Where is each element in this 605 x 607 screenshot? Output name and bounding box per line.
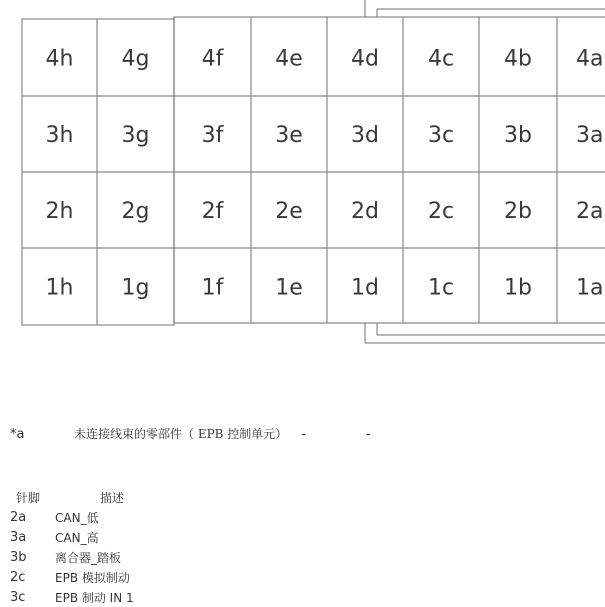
description-cell: EPB 模拟制动 bbox=[55, 570, 130, 585]
table-row bbox=[10, 547, 134, 567]
pin-label-1h: 1h bbox=[45, 275, 74, 301]
description-cell: EPB 制动 IN 1 bbox=[55, 590, 134, 605]
pin-label-2f: 2f bbox=[201, 199, 224, 224]
legend-description: 未连接线束的零部件（ EPB 控制单元） bbox=[74, 427, 288, 441]
table-row bbox=[10, 507, 134, 527]
pin-label-3e: 3e bbox=[275, 123, 303, 148]
pin-label-4c: 4c bbox=[427, 46, 455, 72]
pin-label-2a: 2a bbox=[576, 199, 604, 224]
pin-label-4e: 4e bbox=[275, 46, 303, 72]
pin-label-3b: 3b bbox=[504, 123, 532, 148]
pin-label-3f: 3f bbox=[201, 123, 224, 148]
pin-label-2b: 2b bbox=[504, 199, 532, 224]
pin-cell: 2c bbox=[10, 569, 26, 585]
pin-label-2c: 2c bbox=[427, 199, 455, 224]
legend-key: *a bbox=[10, 427, 25, 442]
pin-label-3a: 3a bbox=[576, 123, 604, 148]
pin-label-3g: 3g bbox=[121, 123, 150, 148]
table-row bbox=[10, 567, 134, 587]
description-cell: CAN_低 bbox=[55, 510, 99, 525]
pin-cell: 3c bbox=[10, 589, 26, 605]
connector-pin-labels bbox=[46, 47, 604, 301]
pin-label-1a: 1a bbox=[576, 275, 604, 301]
pin-label-3c: 3c bbox=[427, 123, 455, 148]
pin-label-1c: 1c bbox=[427, 275, 455, 301]
pin-cell: 3b bbox=[10, 549, 27, 565]
pin-label-1e: 1e bbox=[275, 275, 303, 301]
header-pin: 针脚 bbox=[16, 490, 41, 505]
pin-label-2h: 2h bbox=[45, 199, 74, 224]
description-cell: 离合器_踏板 bbox=[55, 550, 122, 565]
pin-label-3d: 3d bbox=[351, 123, 379, 148]
table-row bbox=[10, 527, 134, 547]
pin-label-4f: 4f bbox=[201, 46, 224, 72]
table-row bbox=[10, 587, 134, 607]
pin-label-3h: 3h bbox=[45, 123, 74, 148]
pin-label-1d: 1d bbox=[351, 275, 379, 301]
pin-table-header bbox=[10, 487, 134, 507]
pin-label-4g: 4g bbox=[121, 46, 150, 72]
pin-cell: 2a bbox=[10, 509, 27, 525]
pin-cell: 3a bbox=[10, 529, 27, 545]
pin-table bbox=[10, 487, 134, 607]
pin-label-4a: 4a bbox=[576, 46, 604, 72]
legend-row bbox=[10, 425, 371, 442]
pin-label-4d: 4d bbox=[351, 46, 379, 72]
pin-label-1b: 1b bbox=[504, 275, 532, 301]
pin-label-2g: 2g bbox=[121, 199, 150, 224]
description-cell: CAN_高 bbox=[55, 530, 99, 545]
pin-label-4b: 4b bbox=[504, 46, 532, 72]
pin-label-2e: 2e bbox=[275, 199, 303, 224]
pin-label-4h: 4h bbox=[45, 46, 74, 72]
legend-dash: - bbox=[301, 427, 306, 442]
pin-label-1g: 1g bbox=[121, 275, 150, 301]
legend-dash: - bbox=[366, 427, 371, 442]
pin-label-2d: 2d bbox=[351, 199, 379, 224]
pin-label-1f: 1f bbox=[201, 275, 224, 301]
header-description: 描述 bbox=[100, 490, 125, 505]
